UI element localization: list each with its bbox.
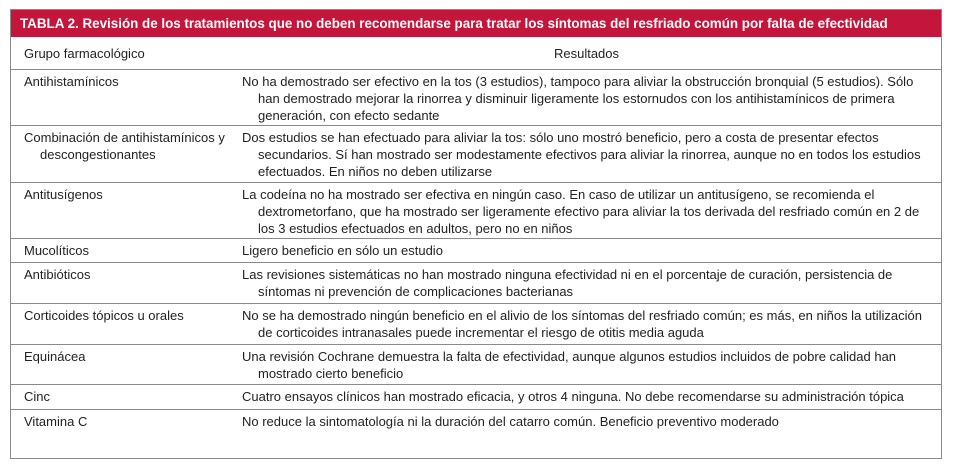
table-row xyxy=(11,304,941,345)
row-result: La codeína no ha mostrado ser efectiva en ningún caso. En caso de utilizar un antitusígeno, se recomienda el dextrometorfano, que ha mostrado ser ligeramente efectivo para aliviar la tos derivada del resfriado común en 2 de los 3 estudios efectuados en adultos, pero no en niños xyxy=(242,187,920,236)
table-row xyxy=(11,126,941,183)
row-group: Antitusígenos xyxy=(24,187,103,202)
row-group: Vitamina C xyxy=(24,414,88,429)
table-row xyxy=(11,239,941,263)
row-group: Mucolíticos xyxy=(24,243,90,258)
row-group: Antibióticos xyxy=(24,267,91,282)
table-row xyxy=(11,263,941,304)
drug-review-table xyxy=(10,9,942,459)
header-group: Grupo farmacológico xyxy=(24,45,145,61)
table-row xyxy=(11,183,941,239)
row-result: Ligero beneficio en sólo un estudio xyxy=(242,243,443,258)
row-result: No se ha demostrado ningún beneficio en el alivio de los síntomas del resfriado común; es más, en niños la utilización de corticoides intranasales puede incrementar el riesgo de otitis media aguda xyxy=(242,308,922,340)
table-row xyxy=(11,70,941,126)
row-group: Equinácea xyxy=(24,349,86,364)
row-group: Antihistamínicos xyxy=(24,74,119,89)
row-group: Cinc xyxy=(24,389,51,404)
row-result: Una revisión Cochrane demuestra la falta de efectividad, aunque algunos estudios incluidos de pobre calidad han mostrado cierto beneficio xyxy=(242,349,897,381)
row-group: Combinación de antihistamínicos y descongestionantes xyxy=(24,130,225,162)
row-result: Dos estudios se han efectuado para aliviar la tos: sólo uno mostró beneficio, pero a costa de presentar efectos secundarios. Sí han mostrado ser modestamente efectivos para aliviar la rinorrea, aunque no en todos los estudios efectuados. En niños no deben utilizarse xyxy=(242,130,921,179)
header-results: Resultados xyxy=(553,45,620,61)
table-header xyxy=(11,37,941,70)
row-result: Cuatro ensayos clínicos han mostrado eficacia, y otros 4 ninguna. No debe recomendarse su administración tópica xyxy=(242,389,904,404)
row-group: Corticoides tópicos u orales xyxy=(24,308,184,323)
row-result: Las revisiones sistemáticas no han mostrado ninguna efectividad ni en el porcentaje de curación, persistencia de síntomas ni prevención de complicaciones bacterianas xyxy=(242,267,893,299)
table-row xyxy=(11,385,941,410)
row-result: No ha demostrado ser efectivo en la tos (3 estudios), tampoco para aliviar la obstrucción bronquial (5 estudios). Sólo han demostrado mejorar la rinorrea y disminuir ligeramente los estornudos con los antihistamínicos de primera generación, con efecto sedante xyxy=(242,74,914,123)
row-result: No reduce la sintomatología ni la duración del catarro común. Beneficio preventivo moderado xyxy=(242,414,779,429)
table-title: TABLA 2. Revisión de los tratamientos que no deben recomendarse para tratar los síntomas del resfriado común por falta de efectividad xyxy=(11,10,941,37)
table-row xyxy=(11,345,941,385)
table-row xyxy=(11,410,941,434)
